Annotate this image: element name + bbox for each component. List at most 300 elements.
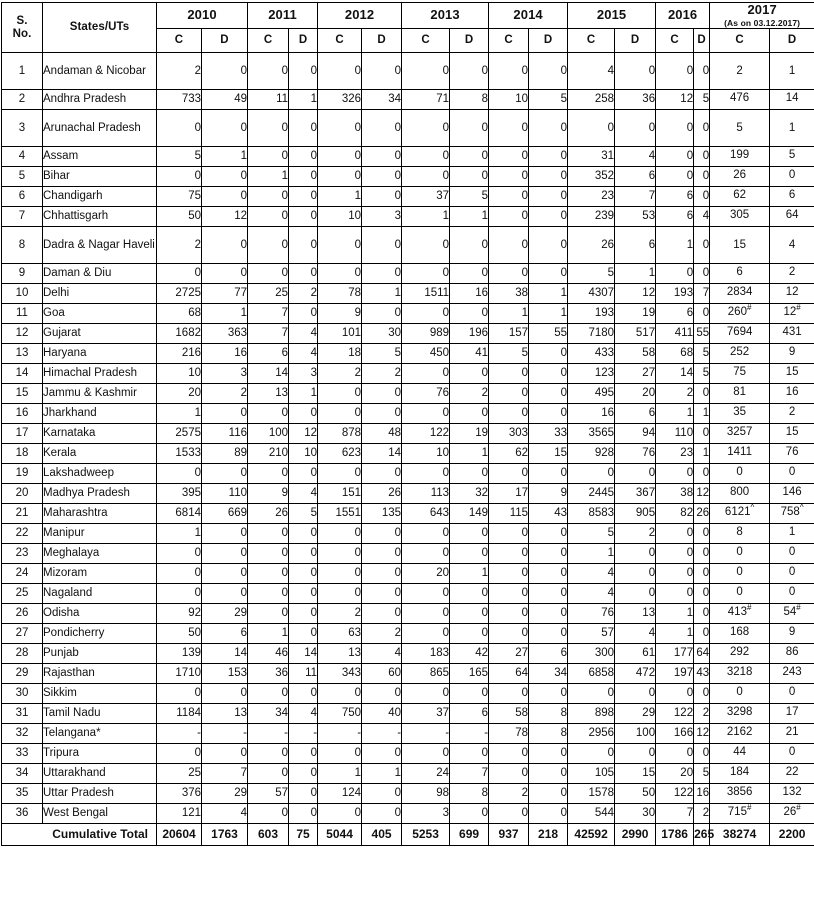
cell-serial-number: 16 (2, 404, 43, 424)
year-label-2014: 2014 (513, 7, 543, 23)
cell-value: 0 (362, 584, 402, 604)
cell-value: 0 (529, 564, 568, 584)
cell-value: 101 (318, 324, 362, 344)
cumulative-total-label: Cumulative Total (2, 824, 157, 846)
cell-value: 8 (710, 524, 770, 544)
cell-value: 5 (694, 344, 710, 364)
cell-value: 16 (450, 284, 489, 304)
cell-value: 800 (710, 484, 770, 504)
cell-value: 0 (248, 147, 289, 167)
cell-value: 36 (248, 664, 289, 684)
table-row (2, 564, 814, 584)
cell-value: 5 (529, 90, 568, 110)
cell-value: 0 (529, 764, 568, 784)
table-row (2, 464, 814, 484)
cell-value: 0 (362, 187, 402, 207)
cell-value: 53 (615, 207, 656, 227)
serial-number-line1: S. (16, 14, 28, 27)
cell-value: 0 (318, 167, 362, 187)
cell-value: 0 (318, 384, 362, 404)
cell-value: 1 (529, 284, 568, 304)
cumulative-total-value: 265 (694, 824, 710, 846)
cell-value: 2 (362, 624, 402, 644)
cell-value: 58 (489, 704, 529, 724)
cell-value: 0 (656, 464, 694, 484)
cell-value: 0 (656, 147, 694, 167)
cell-value: 395 (157, 484, 202, 504)
cell-value: 0 (694, 544, 710, 564)
table-row (2, 344, 814, 364)
year-label-2012: 2012 (344, 7, 375, 23)
column-header-2010-c: C (157, 29, 202, 53)
cell-value: 0 (694, 464, 710, 484)
cell-value: 989 (402, 324, 450, 344)
table-row (2, 364, 814, 384)
cell-value: 15 (710, 227, 770, 264)
cell-value: 0 (615, 684, 656, 704)
cell-value: 0 (402, 524, 450, 544)
cell-value: 0 (450, 53, 489, 90)
cell-value: 0 (248, 804, 289, 824)
cell-value: 89 (202, 444, 248, 464)
cell-value: 0 (529, 147, 568, 167)
cell-value: 0 (489, 110, 529, 147)
cell-value: 0 (289, 187, 318, 207)
cell-value: 0 (202, 744, 248, 764)
cell-value: 2 (450, 384, 489, 404)
cell-value: 0 (450, 264, 489, 284)
cell-value: 3257 (710, 424, 770, 444)
cell-value: 2 (157, 227, 202, 264)
cell-value: 210 (248, 444, 289, 464)
cell-value: 1 (157, 524, 202, 544)
cell-value: 14 (248, 364, 289, 384)
cell-value: 0 (770, 464, 814, 484)
cell-value: 18 (318, 344, 362, 364)
cell-value: 12 (202, 207, 248, 227)
cumulative-total-value: 5253 (402, 824, 450, 846)
cell-value: 0 (529, 187, 568, 207)
cell-value: 9 (770, 624, 814, 644)
cell-value: 49 (202, 90, 248, 110)
cell-value: 0 (529, 344, 568, 364)
cell-value: 0 (529, 604, 568, 624)
cell-value: 0 (694, 264, 710, 284)
cell-value: 898 (568, 704, 615, 724)
cell-value: 58 (615, 344, 656, 364)
cell-value: 3 (362, 207, 402, 227)
cell-value: 61 (615, 644, 656, 664)
cell-value: 2 (656, 384, 694, 404)
cell-value: 25 (248, 284, 289, 304)
cell-value: 0 (694, 524, 710, 544)
cell-value: 0 (362, 564, 402, 584)
cell-serial-number: 7 (2, 207, 43, 227)
cell-value: 0 (489, 227, 529, 264)
cell-state-name: Jammu & Kashmir (43, 384, 157, 404)
cell-value: 44 (710, 744, 770, 764)
cell-value: 0 (529, 167, 568, 187)
cell-value: 5 (694, 90, 710, 110)
cell-value: 6 (656, 304, 694, 324)
cell-value: 0 (489, 207, 529, 227)
column-group-header-2015 (568, 3, 656, 29)
cell-state-name: Uttarakhand (43, 764, 157, 784)
cell-value: 1 (157, 404, 202, 424)
cell-value: 9 (248, 484, 289, 504)
cell-value: 2956 (568, 724, 615, 744)
cell-value: 196 (450, 324, 489, 344)
cell-value: 517 (615, 324, 656, 344)
cell-value: 0 (450, 524, 489, 544)
cell-state-name: Sikkim (43, 684, 157, 704)
cell-value: 431 (770, 324, 814, 344)
cell-value: 5 (694, 364, 710, 384)
cell-value: - (402, 724, 450, 744)
value-marker: # (796, 603, 801, 613)
cell-value: 34 (529, 664, 568, 684)
cell-value: 0 (694, 684, 710, 704)
cell-value: 57 (248, 784, 289, 804)
cell-value: 0 (489, 604, 529, 624)
cell-value: 0 (289, 110, 318, 147)
cell-value: 0 (157, 167, 202, 187)
cell-serial-number: 17 (2, 424, 43, 444)
year-2017-as-on-date: (As on 03.12.2017) (724, 17, 801, 28)
cell-value: 352 (568, 167, 615, 187)
cell-value: 0 (656, 564, 694, 584)
column-header-2013-d: D (450, 29, 489, 53)
cell-value: 2 (318, 604, 362, 624)
cell-value: 0 (402, 604, 450, 624)
cell-value: 1 (656, 404, 694, 424)
cell-value: 0 (289, 624, 318, 644)
table-row (2, 444, 814, 464)
cell-value: 0 (362, 110, 402, 147)
cell-state-name: Madhya Pradesh (43, 484, 157, 504)
cell-value: 0 (450, 364, 489, 384)
cell-state-name: Manipur (43, 524, 157, 544)
cell-value: 0 (450, 804, 489, 824)
cell-value: 35 (710, 404, 770, 424)
table-row (2, 724, 814, 744)
table-row (2, 227, 814, 264)
cumulative-total-value: 75 (289, 824, 318, 846)
cell-value: 0 (362, 147, 402, 167)
cell-value: 76 (402, 384, 450, 404)
cell-value: 0 (656, 544, 694, 564)
cell-value: 50 (157, 624, 202, 644)
cell-value: 0 (694, 147, 710, 167)
cell-value: 450 (402, 344, 450, 364)
cell-value: - (202, 724, 248, 744)
cell-serial-number: 10 (2, 284, 43, 304)
cell-value: 6 (248, 344, 289, 364)
cell-value: 29 (615, 704, 656, 724)
cell-value: 715# (710, 804, 770, 824)
table-row (2, 604, 814, 624)
cell-value: 0 (248, 744, 289, 764)
cell-value: 0 (710, 564, 770, 584)
cell-value: 116 (202, 424, 248, 444)
cell-value: 0 (202, 584, 248, 604)
cell-value: 78 (489, 724, 529, 744)
cell-value: 928 (568, 444, 615, 464)
cell-value: 0 (362, 544, 402, 564)
cell-value: 0 (318, 684, 362, 704)
cell-value: 123 (568, 364, 615, 384)
table-header (2, 3, 814, 53)
cell-value: 7 (248, 324, 289, 344)
cell-value: 0 (529, 584, 568, 604)
cell-value: 0 (694, 744, 710, 764)
cell-value: 258 (568, 90, 615, 110)
cell-value: 2575 (157, 424, 202, 444)
cell-value: 0 (248, 404, 289, 424)
cumulative-total-value: 20604 (157, 824, 202, 846)
cell-value: 0 (402, 624, 450, 644)
cell-value: 0 (568, 110, 615, 147)
cell-value: 0 (710, 464, 770, 484)
cell-value: 0 (318, 464, 362, 484)
cell-value: 1 (248, 624, 289, 644)
cell-value: 0 (289, 304, 318, 324)
cell-value: 0 (489, 764, 529, 784)
cell-value: 0 (202, 110, 248, 147)
cell-value: 81 (710, 384, 770, 404)
cell-value: 13 (615, 604, 656, 624)
cell-value: 0 (362, 744, 402, 764)
cell-state-name: Kerala (43, 444, 157, 464)
cell-value: 2 (202, 384, 248, 404)
table-row (2, 684, 814, 704)
cell-value: 76 (568, 604, 615, 624)
cell-value: 433 (568, 344, 615, 364)
cell-value: 0 (694, 384, 710, 404)
cell-serial-number: 12 (2, 324, 43, 344)
cell-value: 30 (362, 324, 402, 344)
cell-value: 3298 (710, 704, 770, 724)
cell-state-name: Meghalaya (43, 544, 157, 564)
table-row (2, 167, 814, 187)
cell-value: 0 (489, 564, 529, 584)
cell-value: 0 (489, 464, 529, 484)
column-header-2016-c: C (656, 29, 694, 53)
cell-value: 0 (450, 604, 489, 624)
cell-value: 0 (450, 227, 489, 264)
cell-value: 124 (318, 784, 362, 804)
cell-value: 0 (157, 464, 202, 484)
cell-value: 1533 (157, 444, 202, 464)
cell-value: 0 (489, 804, 529, 824)
cell-value: 865 (402, 664, 450, 684)
cell-value: 26 (710, 167, 770, 187)
cell-value: 34 (248, 704, 289, 724)
cell-value: 0 (157, 684, 202, 704)
cell-value: 472 (615, 664, 656, 684)
cell-value: 0 (489, 624, 529, 644)
cell-value: 122 (656, 704, 694, 724)
cell-state-name: Himachal Pradesh (43, 364, 157, 384)
cell-value: 0 (362, 464, 402, 484)
state-year-statistics-table (1, 2, 814, 846)
cell-value: 0 (450, 110, 489, 147)
cell-value: 3565 (568, 424, 615, 444)
cell-state-name: Assam (43, 147, 157, 167)
cell-value: 21 (770, 724, 814, 744)
cell-value: 0 (529, 384, 568, 404)
cumulative-total-value: 1786 (656, 824, 694, 846)
cell-value: - (362, 724, 402, 744)
cell-value: 2162 (710, 724, 770, 744)
cell-value: 1 (656, 624, 694, 644)
cell-value: 0 (529, 804, 568, 824)
table-row (2, 424, 814, 444)
cell-state-name: Rajasthan (43, 664, 157, 684)
cell-value: 905 (615, 504, 656, 524)
cell-value: 1 (770, 53, 814, 90)
column-header-2013-c: C (402, 29, 450, 53)
cell-value: 6 (615, 167, 656, 187)
cell-value: 669 (202, 504, 248, 524)
cell-value: 0 (568, 464, 615, 484)
cell-value: 15 (529, 444, 568, 464)
cell-value: 252 (710, 344, 770, 364)
cell-value: 1551 (318, 504, 362, 524)
cell-value: 6 (770, 187, 814, 207)
cell-value: 0 (289, 564, 318, 584)
cell-value: 16 (202, 344, 248, 364)
cell-value: 0 (615, 544, 656, 564)
cell-value: 26 (362, 484, 402, 504)
cell-value: 14 (362, 444, 402, 464)
cell-value: 0 (770, 544, 814, 564)
cell-value: 0 (318, 524, 362, 544)
cell-value: 0 (248, 764, 289, 784)
cell-value: 4 (289, 324, 318, 344)
year-label-2015: 2015 (596, 7, 627, 23)
cell-value: 1 (318, 764, 362, 784)
year-label-2017: 2017 (747, 2, 777, 17)
cell-value: 0 (568, 684, 615, 704)
cell-value: 0 (402, 264, 450, 284)
cell-value: 1578 (568, 784, 615, 804)
cell-value: 94 (615, 424, 656, 444)
table-row (2, 804, 814, 824)
cell-value: 0 (157, 584, 202, 604)
cell-value: 0 (362, 784, 402, 804)
cell-value: 0 (318, 544, 362, 564)
cell-value: 0 (362, 167, 402, 187)
cell-serial-number: 3 (2, 110, 43, 147)
cell-value: 0 (248, 524, 289, 544)
cell-value: 64 (770, 207, 814, 227)
cell-state-name: Punjab (43, 644, 157, 664)
cell-value: 4307 (568, 284, 615, 304)
cell-value: 6 (656, 207, 694, 227)
cell-value: 0 (318, 564, 362, 584)
cell-value: 2 (770, 404, 814, 424)
cell-value: 3 (289, 364, 318, 384)
cell-value: - (450, 724, 489, 744)
cell-value: 0 (694, 304, 710, 324)
cumulative-total-value: 603 (248, 824, 289, 846)
cell-value: 14 (289, 644, 318, 664)
cell-value: 643 (402, 504, 450, 524)
cell-value: 8583 (568, 504, 615, 524)
cell-value: 105 (568, 764, 615, 784)
cell-value: 43 (529, 504, 568, 524)
cell-value: 0 (289, 167, 318, 187)
cell-value: 0 (289, 544, 318, 564)
cell-value: 64 (489, 664, 529, 684)
cell-value: 0 (770, 167, 814, 187)
cell-value: 5 (568, 524, 615, 544)
cell-value: 11 (289, 664, 318, 684)
cell-value: 4 (362, 644, 402, 664)
cell-value: 86 (770, 644, 814, 664)
cell-value: 376 (157, 784, 202, 804)
column-group-header-2010 (157, 3, 248, 29)
cell-value: 0 (489, 404, 529, 424)
cell-value: - (248, 724, 289, 744)
cell-state-name: Arunachal Pradesh (43, 110, 157, 147)
table-row (2, 544, 814, 564)
cell-value: 0 (362, 384, 402, 404)
cell-value: 5 (157, 147, 202, 167)
cell-value: 55 (529, 324, 568, 344)
cell-value: 5 (568, 264, 615, 284)
cell-value: 367 (615, 484, 656, 504)
cell-serial-number: 26 (2, 604, 43, 624)
cell-value: 0 (289, 684, 318, 704)
column-header-2012-d: D (362, 29, 402, 53)
cell-value: 0 (489, 684, 529, 704)
cell-value: 2 (694, 704, 710, 724)
cell-value: 1 (289, 384, 318, 404)
cell-value: 0 (656, 167, 694, 187)
column-header-2012-c: C (318, 29, 362, 53)
cell-value: 0 (248, 53, 289, 90)
cell-value: 1 (770, 524, 814, 544)
cell-value: 29 (202, 604, 248, 624)
cell-value: - (318, 724, 362, 744)
cell-value: 0 (362, 227, 402, 264)
cell-value: 5 (289, 504, 318, 524)
cell-value: 0 (289, 227, 318, 264)
cell-value: 6858 (568, 664, 615, 684)
cell-value: 14 (770, 90, 814, 110)
cell-value: 0 (289, 804, 318, 824)
cell-value: 0 (248, 564, 289, 584)
cell-value: 0 (489, 524, 529, 544)
cell-value: 0 (489, 544, 529, 564)
cell-value: 4 (289, 704, 318, 724)
cell-value: 146 (770, 484, 814, 504)
cell-value: 0 (289, 584, 318, 604)
column-header-2016-d: D (694, 29, 710, 53)
table-row (2, 524, 814, 544)
cell-value: 0 (318, 804, 362, 824)
cell-value: 544 (568, 804, 615, 824)
cell-value: 243 (770, 664, 814, 684)
cell-value: 0 (489, 384, 529, 404)
cell-value: 0 (202, 524, 248, 544)
cell-value: 1511 (402, 284, 450, 304)
cell-value: 64 (694, 644, 710, 664)
cell-value: 24 (402, 764, 450, 784)
cell-value: 2 (157, 53, 202, 90)
